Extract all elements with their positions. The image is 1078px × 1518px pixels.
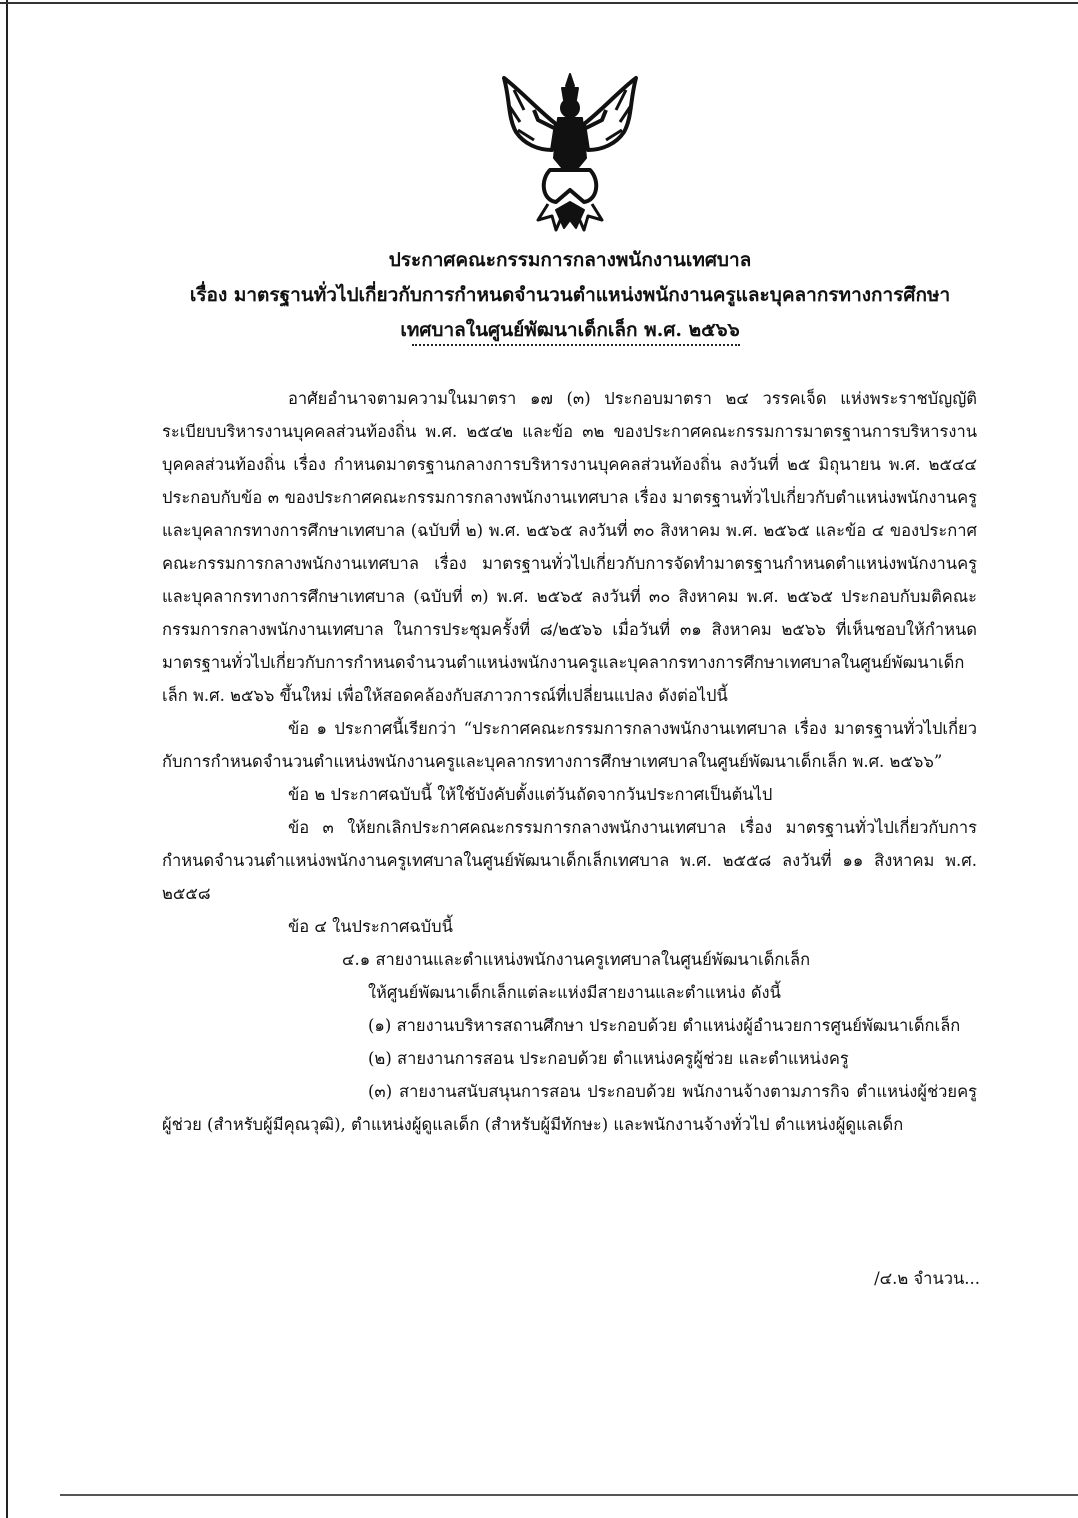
- announcement-subject: เรื่อง มาตรฐานทั่วไปเกี่ยวกับการกำหนดจำนวนตำแหน่งพนักงานครูและบุคลากรทางการศึกษา: [189, 284, 951, 306]
- announcement-subject-continued: เทศบาลในศูนย์พัฒนาเด็กเล็ก พ.ศ. ๒๕๖๖: [400, 319, 740, 341]
- clause-4: ข้อ ๔ ในประกาศฉบับนี้: [288, 917, 453, 936]
- page-continuation-marker: /๔.๒ จำนวน...: [874, 1269, 980, 1288]
- garuda-emblem-icon: [490, 70, 650, 238]
- clause-4-1-intro: ให้ศูนย์พัฒนาเด็กเล็กแต่ละแห่งมีสายงานและตำแหน่ง ดังนี้: [368, 983, 781, 1002]
- document-body: [162, 382, 977, 1141]
- scan-edge-bottom: [60, 1494, 1078, 1496]
- announcement-title: ประกาศคณะกรรมการกลางพนักงานเทศบาล: [388, 249, 752, 271]
- clause-3: ข้อ ๓ ให้ยกเลิกประกาศคณะกรรมการกลางพนักงานเทศบาล เรื่อง มาตรฐานทั่วไปเกี่ยวกับการกำหนดจำนวนตำแหน่งพนักงานครูเทศบาลในศูนย์พัฒนาเด็กเล็กเทศบาล พ.ศ. ๒๕๕๘ ลงวันที่ ๑๑ สิงหาคม พ.ศ. ๒๕๕๘: [162, 818, 977, 903]
- clause-1: ข้อ ๑ ประกาศนี้เรียกว่า “ประกาศคณะกรรมการกลางพนักงานเทศบาล เรื่อง มาตรฐานทั่วไปเกี่ยวกับการกำหนดจำนวนตำแหน่งพนักงานครูและบุคลากรทางการศึกษาเทศบาลในศูนย์พัฒนาเด็กเล็ก พ.ศ. ๒๕๖๖”: [162, 719, 977, 771]
- preamble-paragraph: อาศัยอำนาจตามความในมาตรา ๑๗ (๓) ประกอบมาตรา ๒๔ วรรคเจ็ด แห่งพระราชบัญญัติระเบียบบริหารงานบุคคลส่วนท้องถิ่น พ.ศ. ๒๕๔๒ และข้อ ๓๒ ของประกาศคณะกรรมการมาตรฐานการบริหารงานบุคคลส่วนท้องถิ่น เรื่อง กำหนดมาตรฐานกลางการบริหารงานบุคคลส่วนท้องถิ่น ลงวันที่ ๒๕ มิถุนายน พ.ศ. ๒๕๔๔ ประกอบกับข้อ ๓ ของประกาศคณะกรรมการกลางพนักงานเทศบาล เรื่อง มาตรฐานทั่วไปเกี่ยวกับตำแหน่งพนักงานครูและบุคลากรทางการศึกษาเทศบาล (ฉบับที่ ๒) พ.ศ. ๒๕๖๕ ลงวันที่ ๓๐ สิงหาคม พ.ศ. ๒๕๖๕ และข้อ ๔ ของประกาศคณะกรรมการกลางพนักงานเทศบาล เรื่อง มาตรฐานทั่วไปเกี่ยวกับการจัดทำมาตรฐานกำหนดตำแหน่งพนักงานครูและบุคลากรทางการศึกษาเทศบาล (ฉบับที่ ๓) พ.ศ. ๒๕๖๕ ลงวันที่ ๓๐ สิงหาคม พ.ศ. ๒๕๖๕ ประกอบกับมติคณะกรรมการกลางพนักงานเทศบาล ในการประชุมครั้งที่ ๘/๒๕๖๖ เมื่อวันที่ ๓๑ สิงหาคม ๒๕๖๖ ที่เห็นชอบให้กำหนดมาตรฐานทั่วไปเกี่ยวกับการกำหนดจำนวนตำแหน่งพนักงานครูและบุคลากรทางการศึกษาเทศบาลในศูนย์พัฒนาเด็กเล็ก พ.ศ. ๒๕๖๖ ขึ้นใหม่ เพื่อให้สอดคล้องกับสภาวการณ์ที่เปลี่ยนแปลง ดังต่อไปนี้: [162, 389, 977, 705]
- item-1: (๑) สายงานบริหารสถานศึกษา ประกอบด้วย ตำแหน่งผู้อำนวยการศูนย์พัฒนาเด็กเล็ก: [368, 1016, 961, 1035]
- header-dotted-divider: [412, 344, 740, 346]
- scan-edge-top: [0, 2, 1078, 4]
- item-2: (๒) สายงานการสอน ประกอบด้วย ตำแหน่งครูผู้ช่วย และตำแหน่งครู: [368, 1049, 849, 1068]
- item-3: (๓) สายงานสนับสนุนการสอน ประกอบด้วย พนักงานจ้างตามภารกิจ ตำแหน่งผู้ช่วยครูผู้ช่วย (สำหรับผู้มีคุณวุฒิ), ตำแหน่งผู้ดูแลเด็ก (สำหรับผู้มีทักษะ) และพนักงานจ้างทั่วไป ตำแหน่งผู้ดูแลเด็ก: [162, 1082, 977, 1134]
- scan-edge-left: [6, 0, 8, 1518]
- clause-4-1: ๔.๑ สายงานและตำแหน่งพนักงานครูเทศบาลในศูนย์พัฒนาเด็กเล็ก: [342, 950, 811, 969]
- clause-2: ข้อ ๒ ประกาศฉบับนี้ ให้ใช้บังคับตั้งแต่วันถัดจากวันประกาศเป็นต้นไป: [288, 785, 773, 804]
